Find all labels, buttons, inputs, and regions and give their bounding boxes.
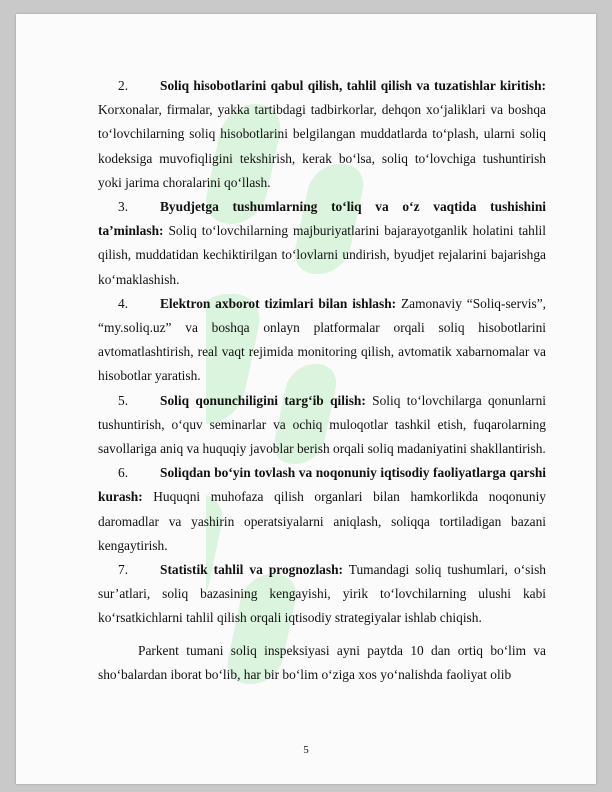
item-text: Soliq to‘lovchilarning majburiyatlarini bajarayotganlik holatini tahlil qilish, muddatidan kechiktirilgan to‘lovlarni undirish, byudjet rejalarini bajarishga ko‘maklashish. [98,223,546,287]
item-text: Korxonalar, firmalar, yakka tartibdagi tadbirkorlar, dehqon xo‘jaliklari va boshqa to‘lovchilarning soliq hisobotlarini belgilangan muddatlarda to‘plash, ularni soliq kodeksiga muvofiqligini tekshirish, kerak bo‘lsa, soliq to‘lovchiga tushuntirish yoki jarima choralarini qo‘llash. [98,102,546,190]
list-item [98,195,546,292]
document-body [98,74,546,687]
item-number: 7. [118,562,129,578]
list-item [98,558,546,631]
list-item [98,389,546,462]
closing-paragraph: Parkent tumani soliq inspeksiyasi ayni paytda 10 dan ortiq bo‘lim va sho‘balardan iborat bo‘lib, har bir bo‘lim o‘ziga xos yo‘nalishda faoliyat olib [98,642,546,682]
item-heading: Soliq hisobotlarini qabul qilish, tahlil qilish va tuzatishlar kiritish: [160,78,546,93]
list-item [98,461,546,558]
list-item [98,74,546,195]
item-text: Zamonaviy “Soliq-servis”, “my.soliq.uz” va boshqa onlayn platformalar orqali soliq hisobotlarini avtomatlashtirish, real vaqt rejimida monitoring qilish, avtomatik xabarnomalar va hisobotlar yaratish. [98,295,546,384]
document-page [16,14,596,784]
item-number: 3. [118,199,129,215]
item-number: 6. [118,465,129,481]
item-number: 5. [118,392,129,408]
item-text: Tumandagi soliq tushumlari, o‘sish sur’atlari, soliq bazasining kengayishi, yirik to‘lovchilarning ulushi kabi ko‘rsatkichlarni tahlil qilish orqali iqtisodiy strategiyalar ishlab chiqish. [98,562,546,626]
item-number: 2. [118,78,129,93]
list-item [98,292,546,389]
item-heading: Elektron axborot tizimlari bilan ishlash: [160,295,397,311]
item-heading: Soliq qonunchiligini targ‘ib qilish: [160,392,366,408]
page-number: 5 [303,744,309,756]
item-heading: Statistik tahlil va prognozlash: [160,562,343,578]
item-text: Huquqni muhofaza qilish organlari bilan hamkorlikda noqonuniy daromadlar va yashirin operatsiyalarni aniqlash, soliqqa tortiladigan bazani kengaytirish. [98,489,546,553]
item-number: 4. [118,295,129,311]
item-heading: Soliqdan bo‘yin tovlash va noqonuniy iqtisodiy faoliyatlarga qarshi kurash: [98,465,546,505]
item-heading: Byudjetga tushumlarning to‘liq va o‘z vaqtida tushishini ta’minlash: [98,199,546,239]
item-text: Soliq to‘lovchilarga qonunlarni tushuntirish, o‘quv seminarlar va ochiq muloqotlar tashkil etish, fuqarolarning savollariga aniq va huquqiy javoblar berish orqali soliq madaniyatini shakllantirish. [98,392,546,457]
